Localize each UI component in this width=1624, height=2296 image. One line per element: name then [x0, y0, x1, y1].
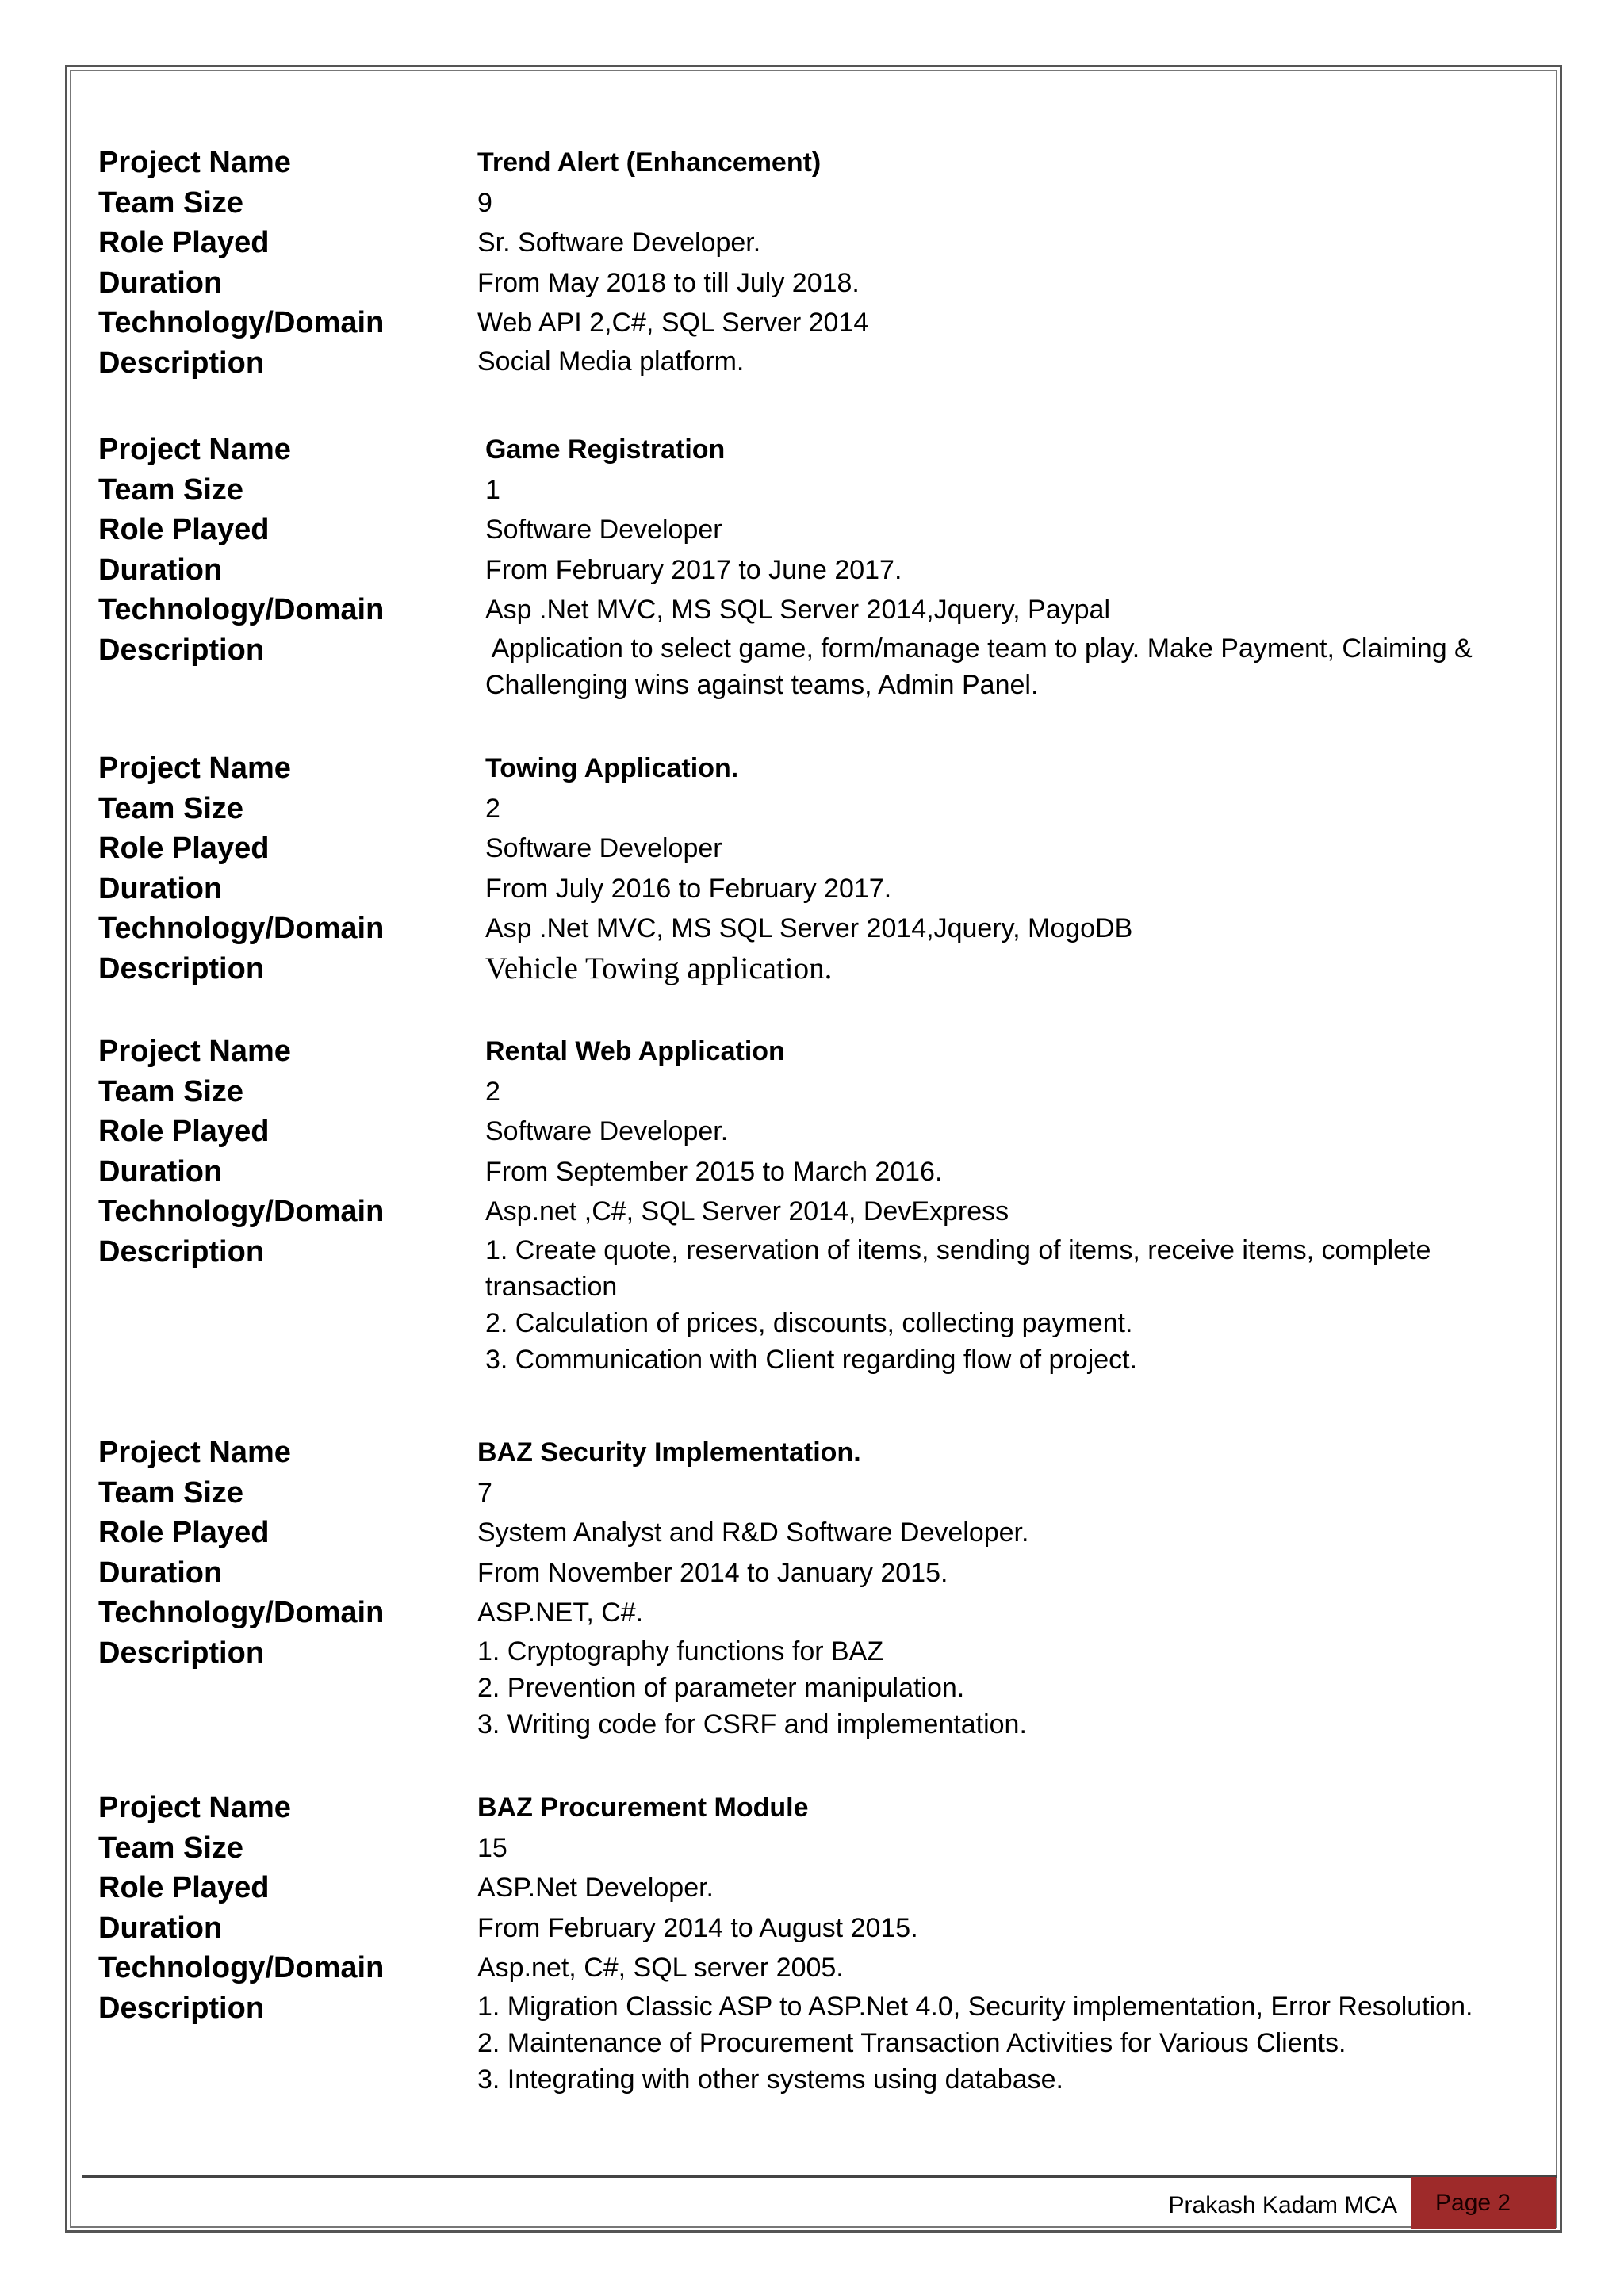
label-role-played: Role Played — [98, 1871, 270, 1904]
technology-value: ASP.NET, C#. — [477, 1598, 644, 1628]
project-name-value: Game Registration — [485, 434, 726, 465]
label-team-size: Team Size — [98, 1831, 244, 1865]
description-line: 2. Calculation of prices, discounts, collecting payment. — [485, 1307, 1133, 1338]
technology-value: Asp .Net MVC, MS SQL Server 2014,Jquery, Paypal — [485, 595, 1110, 625]
label-team-size: Team Size — [98, 1074, 244, 1108]
description-value — [477, 1988, 1510, 2098]
project-name-value: Rental Web Application — [485, 1036, 785, 1066]
duration-value: From September 2015 to March 2016. — [485, 1156, 943, 1187]
team-size-value: 9 — [477, 187, 492, 218]
team-size-value: 2 — [485, 793, 500, 824]
technology-value: Web API 2,C#, SQL Server 2014 — [477, 308, 869, 338]
description-line: 3. Communication with Client regarding flow of project. — [485, 1344, 1138, 1375]
description-value — [477, 1232, 1510, 1378]
label-technology: Technology/Domain — [98, 1195, 385, 1228]
description-value — [477, 949, 1132, 989]
label-description: Description — [98, 1234, 265, 1269]
label-technology: Technology/Domain — [98, 912, 385, 945]
label-project-name: Project Name — [98, 146, 291, 179]
duration-value: From February 2014 to August 2015. — [477, 1912, 918, 1943]
project-block — [98, 1031, 1510, 1378]
project-name-value: Trend Alert (Enhancement) — [477, 147, 822, 178]
project-name-value: BAZ Security Implementation. — [477, 1437, 861, 1468]
project-block — [98, 1433, 1028, 1743]
label-technology: Technology/Domain — [98, 593, 385, 626]
duration-value: From February 2017 to June 2017. — [485, 554, 902, 585]
label-team-size: Team Size — [98, 186, 244, 220]
label-technology: Technology/Domain — [98, 1596, 385, 1629]
description-line: 1. Create quote, reservation of items, sending of items, receive items, complete — [485, 1234, 1431, 1265]
description-line: Social Media platform. — [477, 346, 745, 377]
label-project-name: Project Name — [98, 1436, 291, 1469]
technology-value: Asp.net ,C#, SQL Server 2014, DevExpress — [485, 1196, 1009, 1226]
role-value: System Analyst and R&D Software Developer. — [477, 1517, 1029, 1548]
description-line: transaction — [485, 1271, 618, 1302]
label-project-name: Project Name — [98, 752, 291, 785]
team-size-value: 15 — [477, 1832, 508, 1863]
footer-divider — [82, 2175, 1557, 2178]
footer-author: Prakash Kadam MCA — [1168, 2192, 1397, 2218]
description-line: 3. Integrating with other systems using database. — [477, 2064, 1063, 2095]
project-name-value: Towing Application. — [485, 753, 739, 783]
label-project-name: Project Name — [98, 1791, 291, 1824]
description-line: 1. Migration Classic ASP to ASP.Net 4.0, Security implementation, Error Resolution. — [477, 1991, 1473, 2022]
team-size-value: 7 — [477, 1477, 492, 1508]
label-team-size: Team Size — [98, 791, 244, 825]
label-project-name: Project Name — [98, 1035, 291, 1068]
label-role-played: Role Played — [98, 226, 270, 259]
page-number-badge: Page 2 — [1411, 2177, 1556, 2229]
role-value: Software Developer. — [485, 1116, 729, 1146]
project-block — [98, 1788, 1510, 2098]
label-description: Description — [98, 1991, 265, 2025]
team-size-value: 1 — [485, 474, 500, 505]
label-duration: Duration — [98, 871, 223, 905]
label-duration: Duration — [98, 266, 223, 300]
project-name-value: BAZ Procurement Module — [477, 1793, 809, 1823]
label-duration: Duration — [98, 1154, 223, 1188]
duration-value: From May 2018 to till July 2018. — [477, 267, 860, 298]
description-value — [477, 343, 868, 380]
description-line: Application to select game, form/manage team to play. Make Payment, Claiming & — [485, 633, 1473, 664]
duration-value: From July 2016 to February 2017. — [485, 873, 892, 904]
description-line: 3. Writing code for CSRF and implementation. — [477, 1709, 1027, 1739]
label-description: Description — [98, 346, 265, 380]
label-duration: Duration — [98, 1556, 223, 1590]
label-role-played: Role Played — [98, 1115, 270, 1148]
description-line: 1. Cryptography functions for BAZ — [477, 1636, 884, 1667]
label-technology: Technology/Domain — [98, 1951, 385, 1984]
label-description: Description — [98, 1636, 265, 1670]
duration-value: From November 2014 to January 2015. — [477, 1557, 948, 1588]
description-line: Vehicle Towing application. — [485, 951, 833, 985]
label-project-name: Project Name — [98, 433, 291, 466]
role-value: Software Developer — [485, 515, 722, 545]
project-block — [98, 143, 868, 383]
role-value: Sr. Software Developer. — [477, 228, 761, 258]
label-duration: Duration — [98, 1911, 223, 1945]
label-description: Description — [98, 951, 265, 985]
role-value: ASP.Net Developer. — [477, 1873, 714, 1903]
description-line: 2. Maintenance of Procurement Transaction Activities for Various Clients. — [477, 2027, 1346, 2058]
description-line: Challenging wins against teams, Admin Panel. — [485, 669, 1039, 700]
role-value: Software Developer — [485, 833, 722, 863]
description-value — [477, 630, 1510, 703]
label-description: Description — [98, 633, 265, 667]
description-line: 2. Prevention of parameter manipulation. — [477, 1672, 965, 1703]
label-role-played: Role Played — [98, 513, 270, 546]
technology-value: Asp.net, C#, SQL server 2005. — [477, 1953, 844, 1983]
label-duration: Duration — [98, 553, 223, 587]
team-size-value: 2 — [485, 1076, 500, 1107]
project-block — [98, 430, 1510, 703]
project-block — [98, 748, 1132, 989]
label-team-size: Team Size — [98, 1475, 244, 1510]
description-value — [477, 1633, 1028, 1743]
technology-value: Asp .Net MVC, MS SQL Server 2014,Jquery, MogoDB — [485, 913, 1133, 943]
label-role-played: Role Played — [98, 832, 270, 865]
label-role-played: Role Played — [98, 1516, 270, 1549]
label-team-size: Team Size — [98, 473, 244, 507]
label-technology: Technology/Domain — [98, 306, 385, 339]
